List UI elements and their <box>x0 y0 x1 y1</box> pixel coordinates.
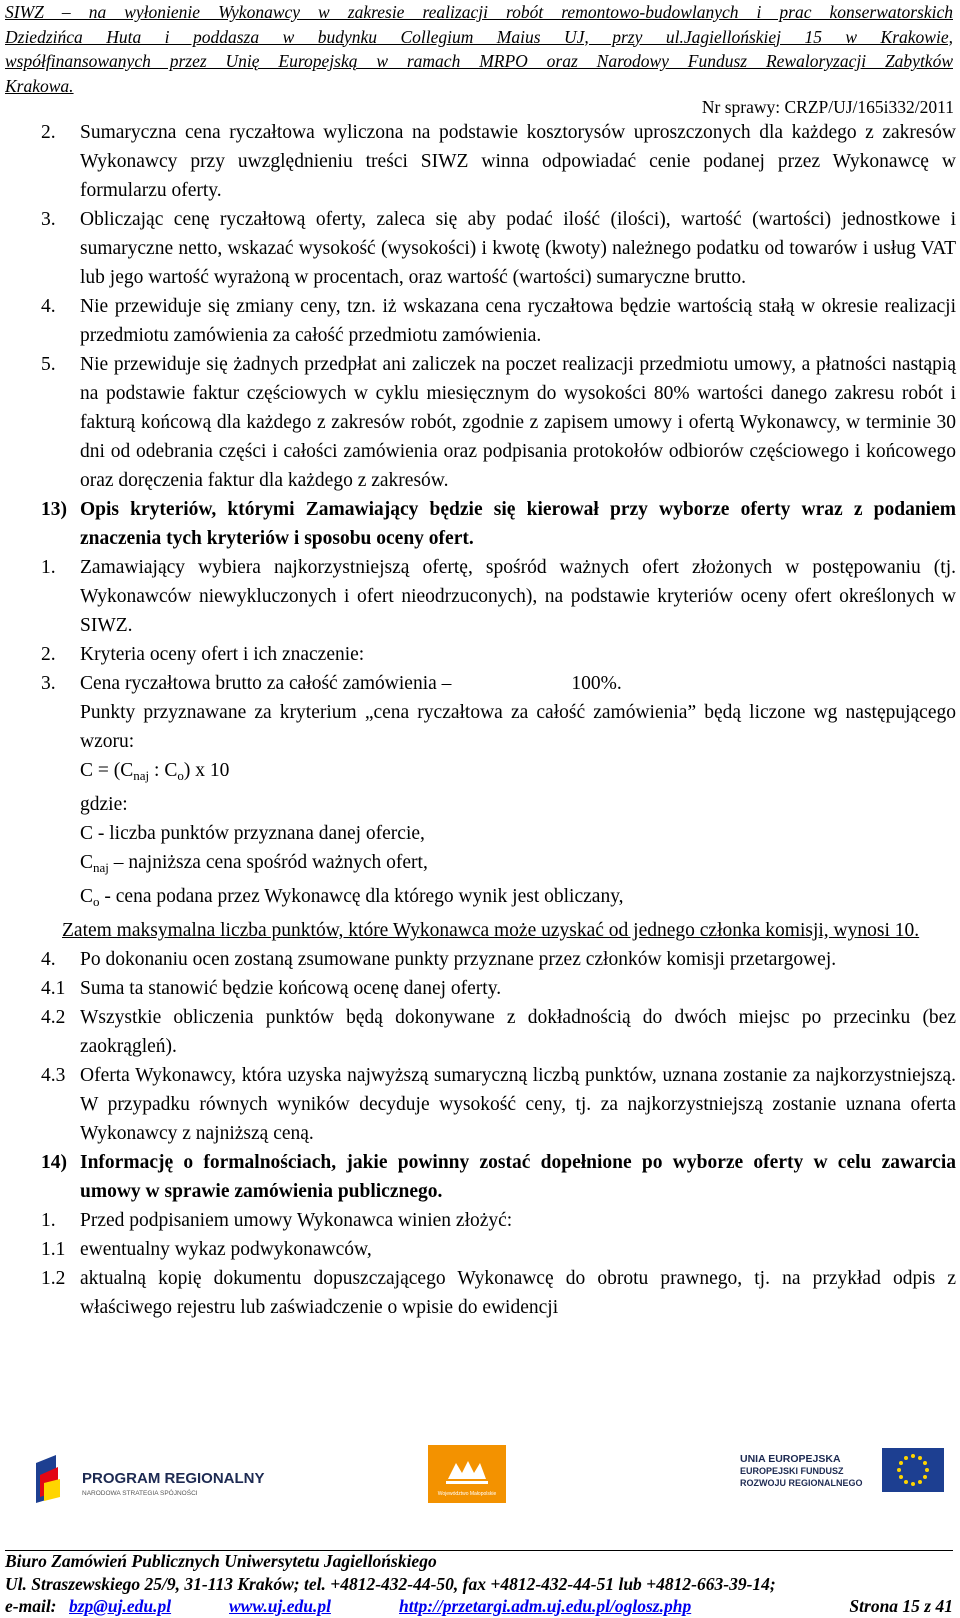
item-number: 1. <box>41 1210 56 1231</box>
item-number: 4. <box>41 296 56 317</box>
item-text: ewentualny wykaz podwykonawców, <box>80 1239 372 1260</box>
section-title: Opis kryteriów, którymi Zamawiający będzie się kierował przy wyborze oferty wraz z podaniem znaczenia tych kryteriów i sposobu oceny ofert. <box>80 499 956 549</box>
definition-co: $C_o$ - cena podana przez Wykonawcę dla którego wynik jest obliczany, <box>80 886 624 909</box>
item-text: Oferta Wykonawcy, która uzyska najwyższą sumaryczną liczbą punktów, uznana zostanie za najkorzystniejszą. W przypadku równych wyników decyduje wysokość ceny, tj. za najkorzystniejszą zostanie uznana oferta Wykonawcy z najniższą ceną. <box>80 1065 956 1144</box>
item-number: 2. <box>41 122 56 143</box>
item-number: 2. <box>41 644 56 665</box>
list-item <box>41 350 956 495</box>
item-text: Sumaryczna cena ryczałtowa wyliczona na podstawie kosztorysów uproszczonych dla każdego z zakresów Wykonawcy przy uwzględnieniu treści SIWZ winna odpowiadać cenie podanej przez Wykonawcę w formularzu oferty. <box>80 122 956 201</box>
criterion-weight: 100%. <box>571 673 622 694</box>
formula: $C = (C_{naj}$ : $C_o$) x 10 <box>80 760 230 783</box>
item-text: Przed podpisaniem umowy Wykonawca winien złożyć: <box>80 1210 513 1231</box>
item-number: 1.2 <box>41 1268 66 1289</box>
document-body <box>41 118 956 1322</box>
document-header <box>5 0 953 103</box>
program-subtitle: NARODOWA STRATEGIA SPÓJNOŚCI <box>82 1490 198 1497</box>
email-link[interactable]: bzp@uj.edu.pl <box>69 1596 172 1616</box>
item-text: Kryteria oceny ofert i ich znaczenie: <box>80 644 365 665</box>
tender-url-link[interactable]: http://przetargi.adm.uj.edu.pl/oglosz.php <box>399 1596 692 1616</box>
malopolska-emblem-icon <box>428 1445 506 1503</box>
item-text: Suma ta stanowić będzie końcową ocenę danej oferty. <box>80 978 502 999</box>
item-number: 4. <box>41 949 56 970</box>
footer-address: Ul. Straszewskiego 25/9, 31-113 Kraków; tel. +4812-432-44-50, fax +4812-432-44-51 lub +4812-663-39-14; <box>5 1573 776 1594</box>
list-item <box>41 118 956 205</box>
item-number: 4.2 <box>41 1007 66 1028</box>
program-regionalny-logo <box>34 1453 274 1505</box>
section-number: 13) <box>41 499 67 520</box>
list-item <box>41 669 956 698</box>
list-item <box>41 1003 956 1061</box>
header-line: współfinansowanych przez Unię Europejską w ramach MRPO oraz Narodowy Fundusz Rewaloryzacji Zabytków <box>5 51 953 71</box>
document-footer <box>5 1550 953 1618</box>
region-name: Województwo Małopolskie <box>437 1491 497 1497</box>
footer-links <box>5 1595 953 1618</box>
max-points-note: Zatem maksymalna liczba punktów, które Wykonawca może uzyskać od jednego członka komisji, wynosi 10. <box>62 920 920 941</box>
malopolska-logo <box>428 1445 506 1503</box>
list-item <box>41 974 956 1003</box>
section-heading <box>41 1148 956 1206</box>
definition-cnaj: $C_{naj}$ – najniższa cena spośród ważnych ofert, <box>80 852 428 875</box>
list-item <box>41 1235 956 1264</box>
page-number: Strona 15 z 41 <box>849 1596 953 1616</box>
item-number: 1.1 <box>41 1239 66 1260</box>
list-item <box>41 205 956 292</box>
item-text: Zamawiający wybiera najkorzystniejszą ofertę, spośród ważnych ofert złożonych w postępowaniu (tj. Wykonawców niewykluczonych i ofert nieodrzuconych), na podstawie kryteriów oceny ofert określonych w SIWZ. <box>80 557 956 636</box>
item-number: 3. <box>41 209 56 230</box>
criterion-text: Cena ryczałtowa brutto za całość zamówienia – <box>80 673 452 694</box>
item-number: 4.3 <box>41 1065 66 1086</box>
item-text: Po dokonaniu ocen zostaną zsumowane punkty przyznane przez członków komisji przetargowej. <box>80 949 837 970</box>
website-link[interactable]: www.uj.edu.pl <box>229 1596 331 1616</box>
item-text: Nie przewiduje się żadnych przedpłat ani zaliczek na poczet realizacji przedmiotu umowy, a płatności nastąpią na podstawie faktur częściowych w cyklu miesięcznym do wysokości 80% wartości danego zakresu robót i fakturą końcową dla każdego z zakresów robót, zgodnie z zapisem umowy i ofertą Wykonawcy, w terminie 30 dni od odebrania części i całości zamówienia oraz podpisania protokołów odbiorów częściowego i końcowego oraz doręczenia faktur dla każdego z zakresów. <box>80 354 956 491</box>
header-line: Dziedzińca Huta i poddasza w budynku Collegium Maius UJ, przy ul.Jagiellońskiej 15 w Krakowie, <box>5 26 953 47</box>
list-item <box>41 1206 956 1235</box>
list-item <box>41 292 956 350</box>
section-number: 14) <box>41 1152 67 1173</box>
email-label: e-mail: <box>5 1596 57 1616</box>
list-item <box>41 640 956 669</box>
item-number: 1. <box>41 557 56 578</box>
item-number: 3. <box>41 673 56 694</box>
formula-where: gdzie: <box>80 794 128 815</box>
section-heading <box>41 495 956 553</box>
item-text: Obliczając cenę ryczałtową oferty, zaleca się aby podać ilość (ilości), wartość (wartości) jednostkowe i sumaryczne netto, wskazać wysokość (wysokości) i kwotę (kwoty) należnego podatku od towarów i usług VAT lub jego wartość wyrażoną w procentach, oraz wartość (wartości) sumaryczne brutto. <box>80 209 956 288</box>
funding-logos <box>0 1440 960 1530</box>
header-line: SIWZ – na wyłonienie Wykonawcy w zakresie realizacji robót remontowo-budowlanych i prac konserwatorskich <box>5 2 953 22</box>
item-text: Wszystkie obliczenia punktów będą dokonywane z dokładnością do dwóch miejsc po przecinku (bez zaokrągleń). <box>80 1007 956 1057</box>
eu-logo <box>740 1448 950 1504</box>
list-item <box>41 1061 956 1148</box>
item-number: 4.1 <box>41 978 66 999</box>
eu-line1: UNIA EUROPEJSKA <box>740 1453 841 1465</box>
program-title: PROGRAM REGIONALNY <box>82 1470 265 1487</box>
list-item <box>41 945 956 974</box>
eu-line2: EUROPEJSKI FUNDUSZ <box>740 1466 844 1476</box>
item-text: Nie przewiduje się zmiany ceny, tzn. iż wskazana cena ryczałtowa będzie wartością stałą w okresie realizacji przedmiotu zamówienia za całość przedmiotu zamówienia. <box>80 296 956 346</box>
item-number: 5. <box>41 354 56 375</box>
header-line: Krakowa. <box>5 75 74 96</box>
definition-c: C - liczba punktów przyznana danej ofercie, <box>80 823 425 844</box>
footer-office: Biuro Zamówień Publicznych Uniwersytetu Jagiellońskiego <box>5 1551 437 1571</box>
case-number: Nr sprawy: CRZP/UJ/165i332/2011 <box>701 97 954 117</box>
eu-line3: ROZWOJU REGIONALNEGO <box>740 1478 863 1488</box>
list-item <box>41 553 956 640</box>
section-title: Informację o formalnościach, jakie powinny zostać dopełnione po wyborze oferty w celu zawarcia umowy w sprawie zamówienia publicznego. <box>80 1152 956 1202</box>
list-item <box>41 1264 956 1322</box>
formula-intro: Punkty przyznawane za kryterium „cena ryczałtowa za całość zamówienia” będą liczone wg następującego wzoru: <box>80 702 956 752</box>
item-text: aktualną kopię dokumentu dopuszczającego Wykonawcę do obrotu prawnego, tj. na przykład odpis z właściwego rejestru lub zaświadczenie o wpisie do ewidencji <box>80 1268 956 1318</box>
